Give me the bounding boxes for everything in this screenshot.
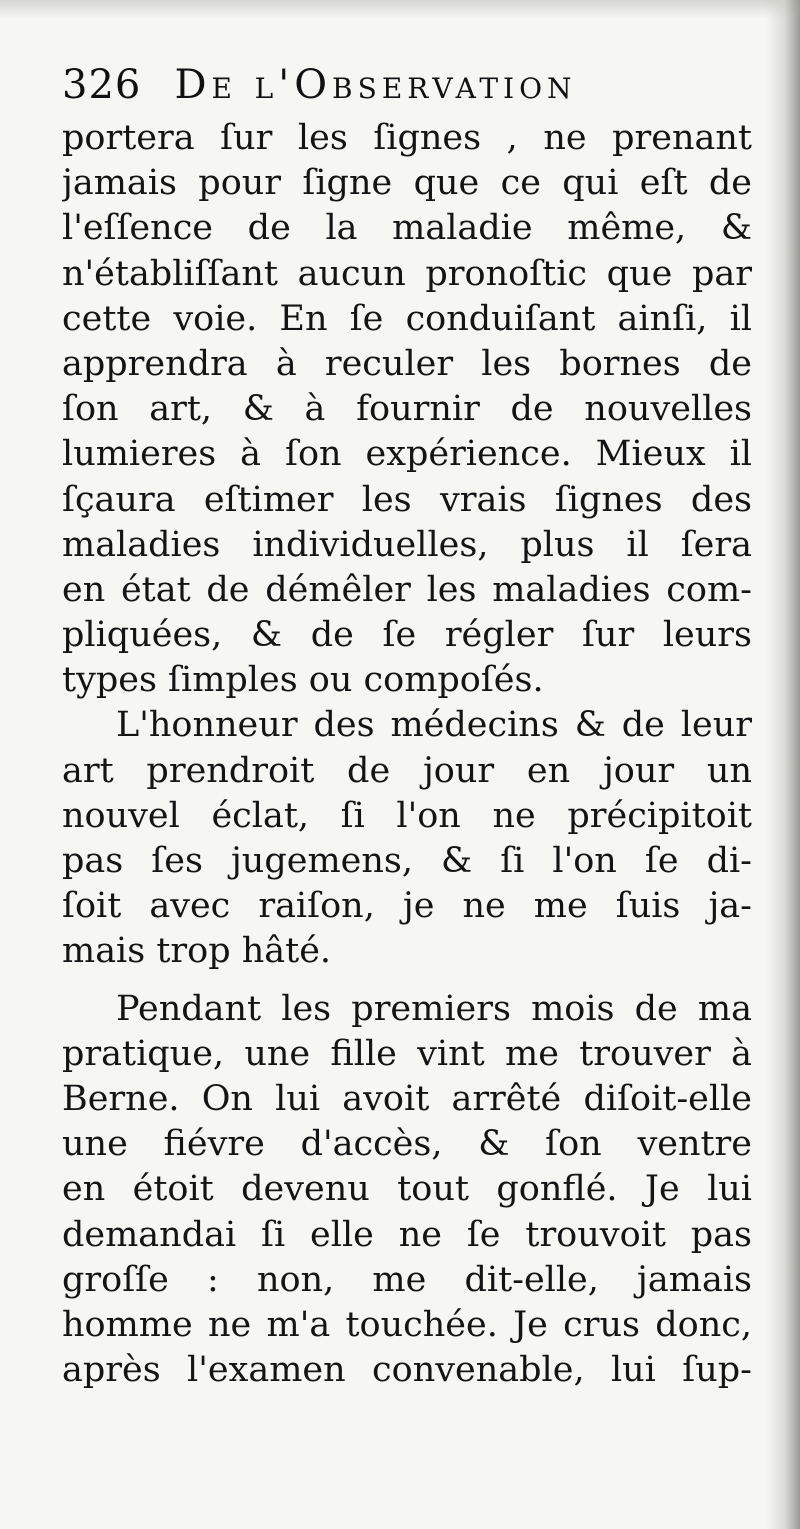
text-line: maladies individuelles, plus il ſera <box>62 524 752 565</box>
text-line: pliquées, & de ſe régler ſur leurs <box>62 615 752 656</box>
text-line: en état de démêler les maladies com- <box>62 569 752 610</box>
text-line: groſſe : non, me dit-elle, jamais <box>62 1259 752 1300</box>
text-line: apprendra à reculer les bornes de <box>62 343 752 384</box>
text-line: cette voie. En ſe conduiſant ainſi, il <box>62 298 752 339</box>
body-text <box>62 116 752 1393</box>
text-line-last: types ſimples ou compoſés. <box>62 660 544 701</box>
text-line: portera ſur les ſignes , ne prenant <box>62 118 752 158</box>
text-line: après l'examen convenable, lui ſup- <box>62 1350 752 1391</box>
page-top-shadow <box>0 0 800 18</box>
text-line: ſon art, & à fournir de nouvelles <box>62 389 752 430</box>
paragraph-first-line: L'honneur des médecins & de leur <box>116 705 752 746</box>
text-line: art prendroit de jour en jour un <box>62 750 752 791</box>
text-line: Berne. On lui avoit arrêté diſoit-elle <box>62 1078 752 1119</box>
page-edge-shadow <box>766 0 800 1529</box>
text-line: ſçaura eſtimer les vrais ſignes des <box>62 479 752 520</box>
text-line: nouvel éclat, ſi l'on ne précipitoit <box>62 795 752 836</box>
text-line: lumieres à ſon expérience. Mieux il <box>62 434 752 475</box>
running-head <box>62 62 742 118</box>
running-title: De l'Observation <box>174 62 577 108</box>
text-line-last: mais trop hâté. <box>62 931 332 972</box>
text-line: ſoit avec raiſon, je ne me ſuis ja- <box>62 886 752 927</box>
paragraph-first-line: Pendant les premiers mois de ma <box>116 988 752 1029</box>
text-line: n'établiſſant aucun pronoſtic que par <box>62 253 752 294</box>
text-line: jamais pour ſigne que ce qui eſt de <box>62 163 752 204</box>
paragraph-gap <box>62 975 752 987</box>
text-line: une fiévre d'accès, & ſon ventre <box>62 1124 752 1165</box>
text-line: demandai ſi elle ne ſe trouvoit pas <box>62 1214 752 1255</box>
text-line: l'eſſence de la maladie même, & <box>62 208 752 249</box>
text-line: pratique, une fille vint me trouver à <box>62 1033 752 1074</box>
page-number: 326 <box>62 62 142 108</box>
text-line: en étoit devenu tout gonflé. Je lui <box>62 1169 752 1210</box>
text-line: homme ne m'a touchée. Je crus donc, <box>62 1304 752 1345</box>
text-line: pas ſes jugemens, & ſi l'on ſe di- <box>62 841 752 881</box>
